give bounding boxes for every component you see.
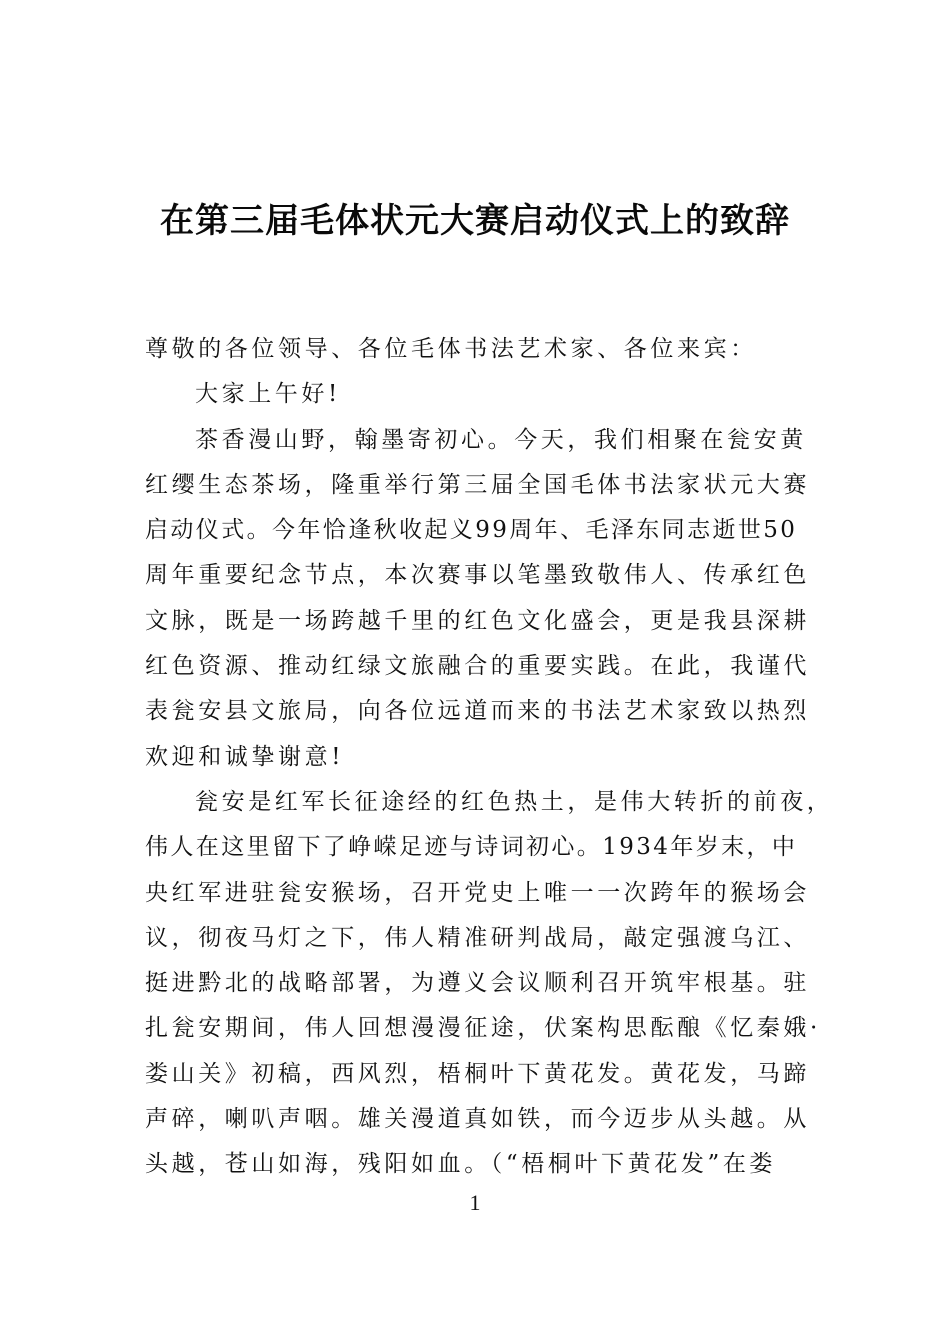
paragraph-line: 挺进黔北的战略部署，为遵义会议顺利召开筑牢根基。驻 (145, 970, 810, 997)
paragraph-line: 扎瓮安期间，伟人回想漫漫征途，伏案构思酝酿《忆秦娥· (145, 1015, 821, 1042)
paragraph-line: 表瓮安县文旅局，向各位远道而来的书法艺术家致以热烈 (145, 698, 810, 725)
greeting-line: 大家上午好! (195, 381, 341, 408)
paragraph-line: 瓮安是红军长征途经的红色热土，是伟大转折的前夜， (195, 788, 834, 815)
paragraph-line: 头越，苍山如海，残阳如血。（“梧桐叶下黄花发”在娄 (145, 1151, 777, 1178)
document-body (145, 327, 834, 1188)
paragraph-line: 文脉，既是一场跨越千里的红色文化盛会，更是我县深耕 (145, 607, 810, 634)
paragraph-line: 茶香漫山野，翰墨寄初心。今天，我们相聚在瓮安黄 (195, 426, 807, 453)
paragraph-line: 伟人在这里留下了峥嵘足迹与诗词初心。1934年岁末，中 (145, 834, 798, 861)
document-title: 在第三届毛体状元大赛启动仪式上的致辞 (160, 201, 790, 241)
page-number: 1 (469, 1190, 481, 1215)
paragraph-line: 周年重要纪念节点，本次赛事以笔墨致敬伟人、传承红色 (145, 562, 810, 589)
paragraph-line: 娄山关》初稿，西风烈，梧桐叶下黄花发。黄花发，马蹄 (145, 1060, 810, 1087)
paragraph-line: 欢迎和诚挚谢意! (145, 743, 345, 770)
paragraph-line: 央红军进驻瓮安猴场，召开党史上唯一一次跨年的猴场会 (145, 879, 810, 906)
paragraph-line: 声碎，喇叭声咽。雄关漫道真如铁，而今迈步从头越。从 (145, 1106, 810, 1133)
paragraph-line: 红缨生态茶场，隆重举行第三届全国毛体书法家状元大赛 (145, 471, 810, 498)
salutation-line: 尊敬的各位领导、各位毛体书法艺术家、各位来宾： (145, 336, 757, 362)
paragraph-line: 启动仪式。今年恰逢秋收起义99周年、毛泽东同志逝世50 (145, 517, 798, 544)
paragraph-line: 红色资源、推动红绿文旅融合的重要实践。在此，我谨代 (145, 653, 810, 680)
paragraph-line: 议，彻夜马灯之下，伟人精准研判战局，敲定强渡乌江、 (145, 924, 810, 951)
